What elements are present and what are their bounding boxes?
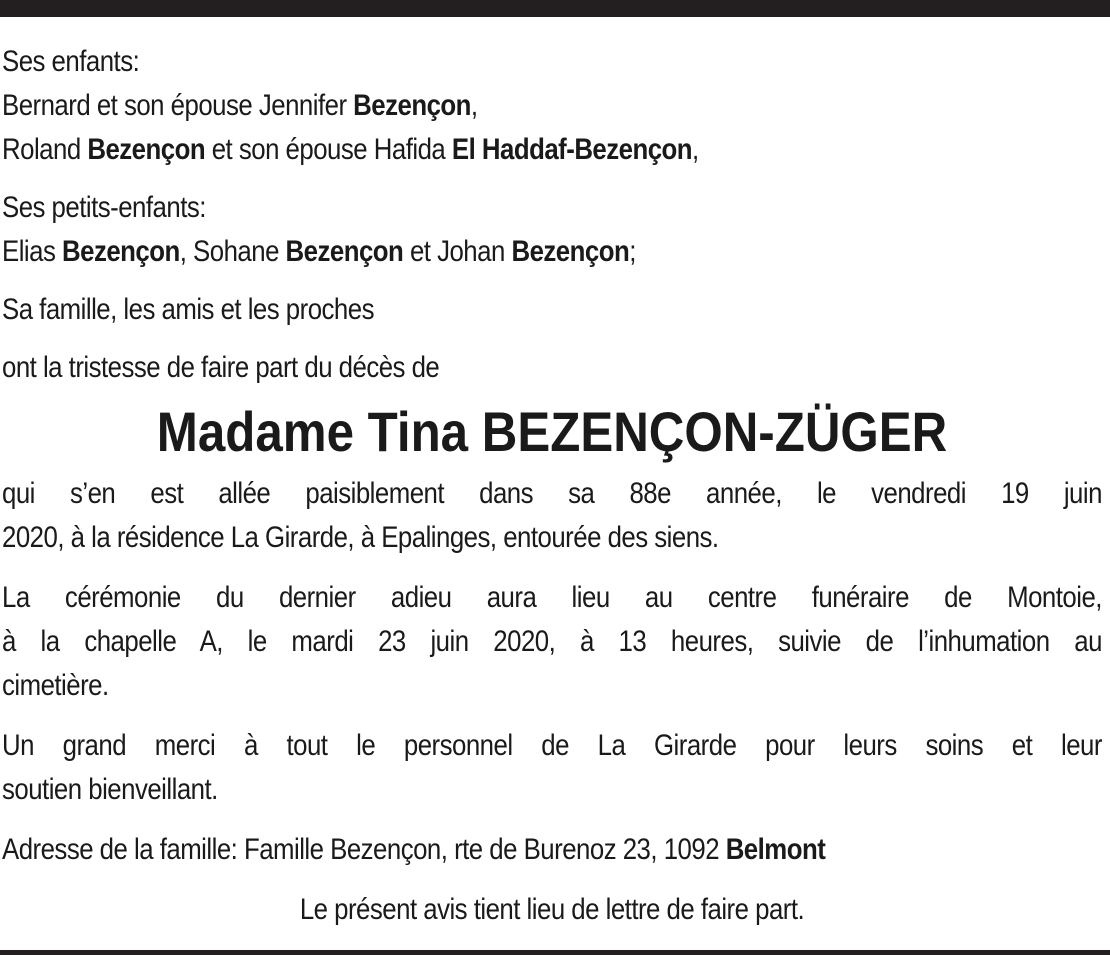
grandchildren-line bbox=[2, 230, 1102, 274]
text-span: Elias bbox=[2, 235, 62, 268]
text-span: , bbox=[470, 89, 478, 122]
text-span: et Johan bbox=[403, 235, 512, 268]
bottom-rule bbox=[0, 950, 1110, 955]
spacer bbox=[2, 560, 1102, 576]
text-span: , Sohane bbox=[179, 235, 286, 268]
announce-line: ont la tristesse de faire part du décès de bbox=[2, 351, 440, 384]
spacer bbox=[2, 172, 1102, 186]
text-span: et son épouse Hafida bbox=[205, 133, 452, 166]
death-paragraph-line-1: qui s’en est allée paisiblement dans sa 88e année, le vendredi 19 juin bbox=[2, 477, 1102, 510]
ceremony-paragraph-line-1: La cérémonie du dernier adieu aura lieu au centre funéraire de Montoie, bbox=[2, 581, 1102, 614]
deceased-name: Madame Tina BEZENÇON-ZÜGER bbox=[156, 400, 948, 463]
text-span: Roland bbox=[2, 133, 88, 166]
text-span: , bbox=[692, 133, 699, 166]
children-line-1 bbox=[2, 84, 1102, 128]
obituary-notice bbox=[2, 40, 1102, 932]
spacer bbox=[2, 812, 1102, 828]
children-line-2 bbox=[2, 128, 1102, 172]
ceremony-paragraph-line-2: à la chapelle A, le mardi 23 juin 2020, à 13 heures, suivie de l’inhumation au bbox=[2, 625, 1102, 658]
text-span: ; bbox=[629, 235, 636, 268]
surname-bold: Bezençon bbox=[353, 89, 471, 122]
spacer bbox=[2, 708, 1102, 724]
spacer bbox=[2, 332, 1102, 346]
family-address bbox=[2, 828, 1102, 872]
closing-line: Le présent avis tient lieu de lettre de faire part. bbox=[299, 893, 805, 926]
thanks-paragraph-line-1: Un grand merci à tout le personnel de La Girarde pour leurs soins et leur bbox=[2, 729, 1102, 762]
top-rule bbox=[0, 0, 1110, 17]
spacer bbox=[2, 274, 1102, 288]
death-paragraph-line-2: 2020, à la résidence La Girarde, à Epalinges, entourée des siens. bbox=[2, 521, 719, 554]
spacer bbox=[2, 872, 1102, 888]
surname-bold: Bezençon bbox=[61, 235, 180, 268]
surname-bold: Bezençon bbox=[285, 235, 404, 268]
address-city: Belmont bbox=[725, 833, 826, 866]
surname-bold: Bezençon bbox=[511, 235, 630, 268]
children-heading: Ses enfants: bbox=[2, 45, 140, 78]
address-text: Adresse de la famille: Famille Bezençon, rte de Burenoz 23, 1092 bbox=[2, 833, 726, 866]
grandchildren-heading: Ses petits-enfants: bbox=[2, 191, 206, 224]
family-line: Sa famille, les amis et les proches bbox=[2, 293, 374, 326]
surname-bold: Bezençon bbox=[87, 133, 206, 166]
text-span: Bernard et son épouse Jennifer bbox=[2, 89, 354, 122]
thanks-paragraph-line-2: soutien bienveillant. bbox=[2, 773, 218, 806]
ceremony-paragraph-line-3: cimetière. bbox=[2, 669, 109, 702]
surname-bold: El Haddaf-Bezençon bbox=[451, 133, 693, 166]
